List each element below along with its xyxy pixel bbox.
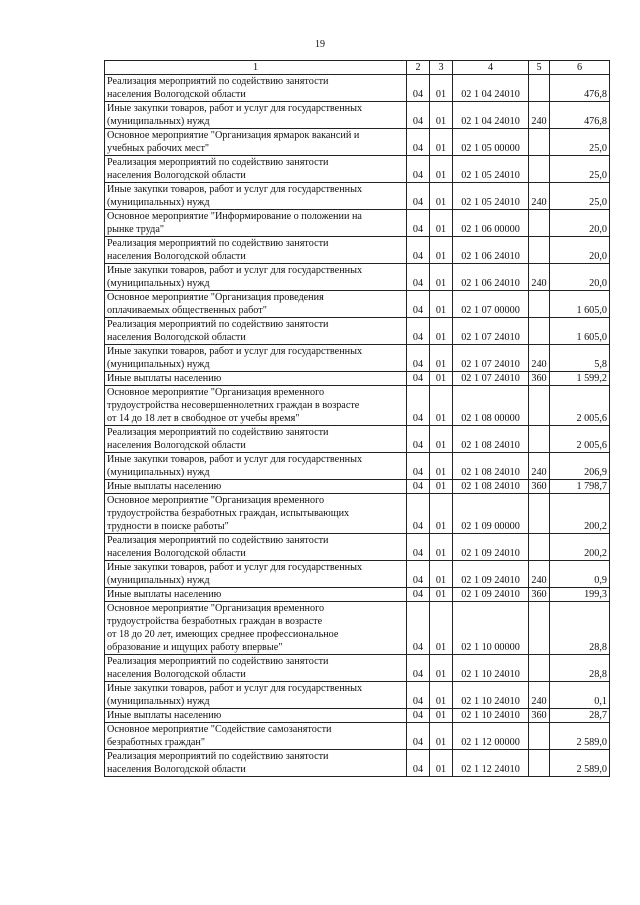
- row-target-article: 02 1 09 24010: [453, 588, 529, 602]
- row-name-cell: Реализация мероприятий по содействию занятости населения Вологодской области: [105, 750, 407, 777]
- table-row: [105, 183, 610, 210]
- row-amount: 20,0: [550, 264, 610, 291]
- row-target-article: 02 1 10 00000: [453, 602, 529, 655]
- row-section-code: 04: [407, 750, 430, 777]
- row-subsection-code: 01: [430, 210, 453, 237]
- table-row: [105, 372, 610, 386]
- row-expense-type: [529, 129, 550, 156]
- row-name-cell: Реализация мероприятий по содействию занятости населения Вологодской области: [105, 655, 407, 682]
- row-target-article: 02 1 08 00000: [453, 386, 529, 426]
- row-name-cell: Реализация мероприятий по содействию занятости населения Вологодской области: [105, 318, 407, 345]
- row-section-code: 04: [407, 602, 430, 655]
- row-expense-type: [529, 602, 550, 655]
- row-target-article: 02 1 07 24010: [453, 318, 529, 345]
- row-name-cell: Реализация мероприятий по содействию занятости населения Вологодской области: [105, 237, 407, 264]
- row-target-article: 02 1 07 24010: [453, 372, 529, 386]
- table-row: [105, 426, 610, 453]
- row-expense-type: [529, 237, 550, 264]
- row-name-cell: Основное мероприятие "Организация временного трудоустройства несовершеннолетних граждан в возрасте от 14 до 18 лет в свободное от учебы время": [105, 386, 407, 426]
- table-row: [105, 210, 610, 237]
- row-section-code: 04: [407, 723, 430, 750]
- row-expense-type: [529, 723, 550, 750]
- row-section-code: 04: [407, 588, 430, 602]
- row-target-article: 02 1 12 00000: [453, 723, 529, 750]
- row-name-cell: Иные выплаты населению: [105, 709, 407, 723]
- row-amount: 1 605,0: [550, 291, 610, 318]
- table-row: [105, 723, 610, 750]
- row-subsection-code: 01: [430, 129, 453, 156]
- table-row: [105, 129, 610, 156]
- row-section-code: 04: [407, 237, 430, 264]
- row-name-cell: Иные закупки товаров, работ и услуг для государственных (муниципальных) нужд: [105, 453, 407, 480]
- row-expense-type: 240: [529, 682, 550, 709]
- row-amount: 200,2: [550, 534, 610, 561]
- row-section-code: 04: [407, 183, 430, 210]
- row-name-cell: Реализация мероприятий по содействию занятости населения Вологодской области: [105, 534, 407, 561]
- row-amount: 200,2: [550, 494, 610, 534]
- row-amount: 199,3: [550, 588, 610, 602]
- row-section-code: 04: [407, 156, 430, 183]
- row-subsection-code: 01: [430, 453, 453, 480]
- row-section-code: 04: [407, 426, 430, 453]
- row-section-code: 04: [407, 453, 430, 480]
- row-subsection-code: 01: [430, 682, 453, 709]
- row-target-article: 02 1 09 24010: [453, 534, 529, 561]
- table-row: [105, 534, 610, 561]
- row-target-article: 02 1 05 24010: [453, 183, 529, 210]
- row-section-code: 04: [407, 372, 430, 386]
- row-expense-type: 240: [529, 183, 550, 210]
- row-section-code: 04: [407, 129, 430, 156]
- row-subsection-code: 01: [430, 318, 453, 345]
- row-subsection-code: 01: [430, 237, 453, 264]
- row-section-code: 04: [407, 318, 430, 345]
- row-expense-type: 360: [529, 588, 550, 602]
- row-section-code: 04: [407, 386, 430, 426]
- row-expense-type: [529, 386, 550, 426]
- row-expense-type: 360: [529, 480, 550, 494]
- row-subsection-code: 01: [430, 480, 453, 494]
- row-amount: 25,0: [550, 183, 610, 210]
- row-name-cell: Иные закупки товаров, работ и услуг для государственных (муниципальных) нужд: [105, 183, 407, 210]
- row-amount: 28,8: [550, 655, 610, 682]
- header-col-3: 3: [430, 61, 453, 75]
- row-expense-type: [529, 291, 550, 318]
- row-target-article: 02 1 06 24010: [453, 237, 529, 264]
- table-row: [105, 318, 610, 345]
- row-expense-type: [529, 318, 550, 345]
- row-expense-type: [529, 210, 550, 237]
- row-section-code: 04: [407, 102, 430, 129]
- row-expense-type: 360: [529, 372, 550, 386]
- row-subsection-code: 01: [430, 723, 453, 750]
- row-amount: 25,0: [550, 129, 610, 156]
- row-section-code: 04: [407, 264, 430, 291]
- table-row: [105, 602, 610, 655]
- row-subsection-code: 01: [430, 183, 453, 210]
- row-target-article: 02 1 05 24010: [453, 156, 529, 183]
- row-expense-type: [529, 534, 550, 561]
- row-expense-type: [529, 156, 550, 183]
- row-target-article: 02 1 10 24010: [453, 709, 529, 723]
- row-target-article: 02 1 04 24010: [453, 102, 529, 129]
- row-section-code: 04: [407, 682, 430, 709]
- row-subsection-code: 01: [430, 426, 453, 453]
- table-row: [105, 386, 610, 426]
- row-name-cell: Иные закупки товаров, работ и услуг для государственных (муниципальных) нужд: [105, 345, 407, 372]
- row-amount: 206,9: [550, 453, 610, 480]
- row-expense-type: 240: [529, 102, 550, 129]
- row-target-article: 02 1 06 00000: [453, 210, 529, 237]
- row-name-cell: Иные выплаты населению: [105, 372, 407, 386]
- row-target-article: 02 1 10 24010: [453, 655, 529, 682]
- row-expense-type: 240: [529, 561, 550, 588]
- row-subsection-code: 01: [430, 588, 453, 602]
- table-row: [105, 75, 610, 102]
- row-subsection-code: 01: [430, 291, 453, 318]
- table-body: [105, 75, 610, 777]
- row-subsection-code: 01: [430, 75, 453, 102]
- row-subsection-code: 01: [430, 655, 453, 682]
- row-amount: 1 798,7: [550, 480, 610, 494]
- row-target-article: 02 1 09 24010: [453, 561, 529, 588]
- row-target-article: 02 1 05 00000: [453, 129, 529, 156]
- row-subsection-code: 01: [430, 156, 453, 183]
- row-name-cell: Иные закупки товаров, работ и услуг для государственных (муниципальных) нужд: [105, 102, 407, 129]
- row-amount: 0,9: [550, 561, 610, 588]
- row-name-cell: Иные выплаты населению: [105, 480, 407, 494]
- table-row: [105, 156, 610, 183]
- row-expense-type: [529, 494, 550, 534]
- row-target-article: 02 1 12 24010: [453, 750, 529, 777]
- row-expense-type: [529, 75, 550, 102]
- row-amount: 1 605,0: [550, 318, 610, 345]
- budget-table: [104, 60, 610, 777]
- header-col-5: 5: [529, 61, 550, 75]
- row-name-cell: Иные закупки товаров, работ и услуг для государственных (муниципальных) нужд: [105, 682, 407, 709]
- row-section-code: 04: [407, 75, 430, 102]
- row-subsection-code: 01: [430, 750, 453, 777]
- row-subsection-code: 01: [430, 602, 453, 655]
- row-amount: 28,8: [550, 602, 610, 655]
- table-row: [105, 453, 610, 480]
- row-section-code: 04: [407, 210, 430, 237]
- row-name-cell: Иные закупки товаров, работ и услуг для государственных (муниципальных) нужд: [105, 264, 407, 291]
- row-name-cell: Реализация мероприятий по содействию занятости населения Вологодской области: [105, 426, 407, 453]
- row-target-article: 02 1 04 24010: [453, 75, 529, 102]
- row-target-article: 02 1 06 24010: [453, 264, 529, 291]
- row-expense-type: 240: [529, 453, 550, 480]
- row-expense-type: [529, 655, 550, 682]
- row-name-cell: Основное мероприятие "Организация ярмарок вакансий и учебных рабочих мест": [105, 129, 407, 156]
- row-expense-type: [529, 426, 550, 453]
- header-col-6: 6: [550, 61, 610, 75]
- header-row: [105, 61, 610, 75]
- table-row: [105, 291, 610, 318]
- row-target-article: 02 1 10 24010: [453, 682, 529, 709]
- row-amount: 2 005,6: [550, 426, 610, 453]
- row-section-code: 04: [407, 480, 430, 494]
- row-section-code: 04: [407, 561, 430, 588]
- row-section-code: 04: [407, 709, 430, 723]
- row-section-code: 04: [407, 345, 430, 372]
- row-expense-type: 240: [529, 345, 550, 372]
- row-name-cell: Иные выплаты населению: [105, 588, 407, 602]
- row-amount: 1 599,2: [550, 372, 610, 386]
- row-section-code: 04: [407, 291, 430, 318]
- row-amount: 20,0: [550, 237, 610, 264]
- row-expense-type: 240: [529, 264, 550, 291]
- table-row: [105, 709, 610, 723]
- row-subsection-code: 01: [430, 372, 453, 386]
- row-name-cell: Реализация мероприятий по содействию занятости населения Вологодской области: [105, 156, 407, 183]
- row-amount: 2 589,0: [550, 723, 610, 750]
- header-col-1: 1: [105, 61, 407, 75]
- row-target-article: 02 1 08 24010: [453, 453, 529, 480]
- row-target-article: 02 1 08 24010: [453, 426, 529, 453]
- table-row: [105, 480, 610, 494]
- table-row: [105, 588, 610, 602]
- row-name-cell: Основное мероприятие "Организация временного трудоустройства безработных граждан, испытывающих трудности в поиске работы": [105, 494, 407, 534]
- row-subsection-code: 01: [430, 494, 453, 534]
- row-name-cell: Иные закупки товаров, работ и услуг для государственных (муниципальных) нужд: [105, 561, 407, 588]
- row-amount: 2 589,0: [550, 750, 610, 777]
- row-amount: 2 005,6: [550, 386, 610, 426]
- row-name-cell: Основное мероприятие "Информирование о положении на рынке труда": [105, 210, 407, 237]
- row-subsection-code: 01: [430, 102, 453, 129]
- row-amount: 25,0: [550, 156, 610, 183]
- row-expense-type: [529, 750, 550, 777]
- row-amount: 476,8: [550, 102, 610, 129]
- row-target-article: 02 1 07 00000: [453, 291, 529, 318]
- table-row: [105, 682, 610, 709]
- row-amount: 28,7: [550, 709, 610, 723]
- row-target-article: 02 1 09 00000: [453, 494, 529, 534]
- row-subsection-code: 01: [430, 345, 453, 372]
- header-col-2: 2: [407, 61, 430, 75]
- row-name-cell: Основное мероприятие "Организация временного трудоустройства безработных граждан в возрасте от 18 до 20 лет, имеющих среднее профессиональное образование и ищущих работу впервые": [105, 602, 407, 655]
- row-section-code: 04: [407, 534, 430, 561]
- row-amount: 5,8: [550, 345, 610, 372]
- row-subsection-code: 01: [430, 709, 453, 723]
- row-name-cell: Реализация мероприятий по содействию занятости населения Вологодской области: [105, 75, 407, 102]
- table-row: [105, 237, 610, 264]
- row-section-code: 04: [407, 655, 430, 682]
- page-number: 19: [315, 39, 325, 50]
- header-col-4: 4: [453, 61, 529, 75]
- row-name-cell: Основное мероприятие "Организация проведения оплачиваемых общественных работ": [105, 291, 407, 318]
- row-subsection-code: 01: [430, 561, 453, 588]
- row-subsection-code: 01: [430, 386, 453, 426]
- table-row: [105, 345, 610, 372]
- row-amount: 476,8: [550, 75, 610, 102]
- row-target-article: 02 1 07 24010: [453, 345, 529, 372]
- table-row: [105, 494, 610, 534]
- row-subsection-code: 01: [430, 264, 453, 291]
- table-row: [105, 561, 610, 588]
- table-row: [105, 750, 610, 777]
- row-subsection-code: 01: [430, 534, 453, 561]
- row-name-cell: Основное мероприятие "Содействие самозанятости безработных граждан": [105, 723, 407, 750]
- row-amount: 20,0: [550, 210, 610, 237]
- row-target-article: 02 1 08 24010: [453, 480, 529, 494]
- table-row: [105, 102, 610, 129]
- row-amount: 0,1: [550, 682, 610, 709]
- table-header: [105, 61, 610, 75]
- table-row: [105, 655, 610, 682]
- row-expense-type: 360: [529, 709, 550, 723]
- row-section-code: 04: [407, 494, 430, 534]
- table-row: [105, 264, 610, 291]
